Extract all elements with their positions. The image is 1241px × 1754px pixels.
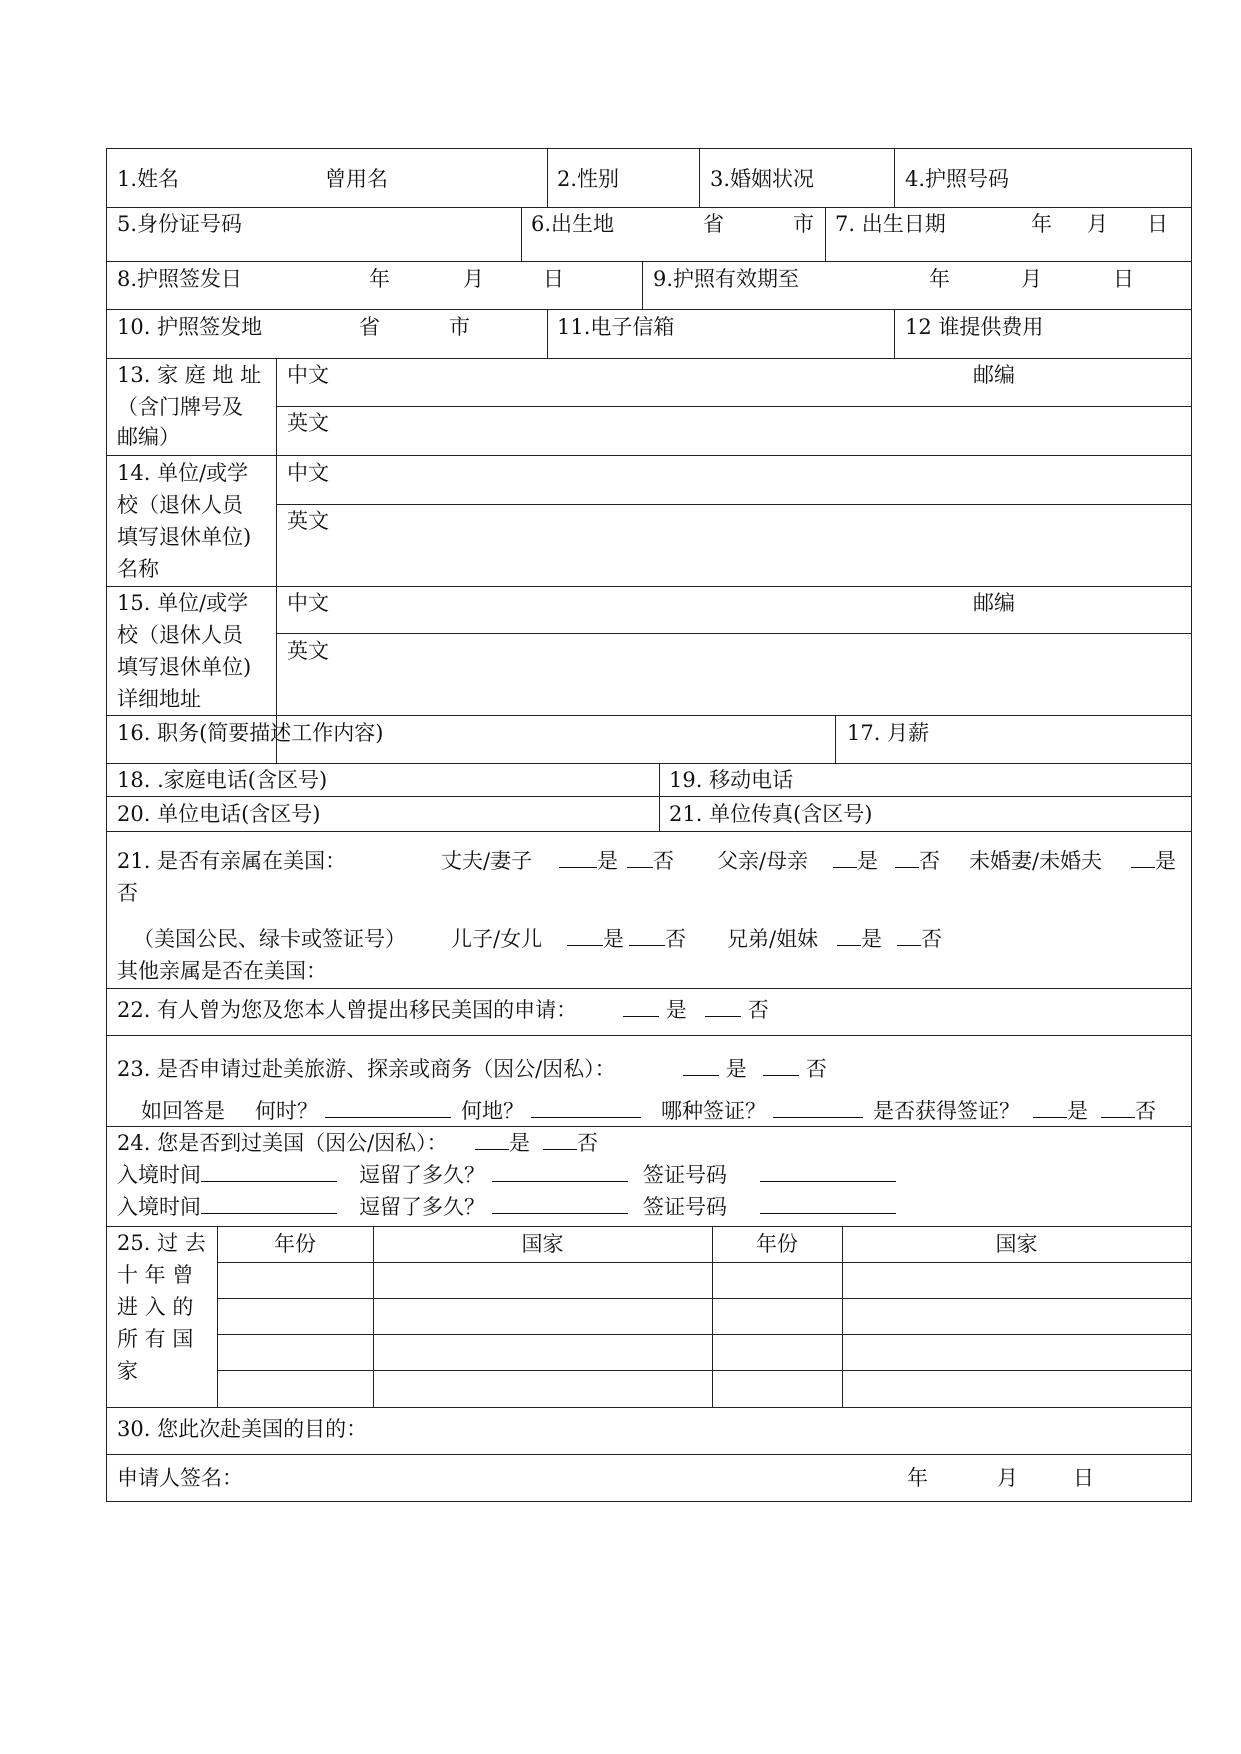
if-yes-label: 如回答是 — [141, 1099, 225, 1123]
visa-number-field-2: 签证号码 — [643, 1195, 896, 1219]
birthplace-province: 省 — [703, 212, 724, 236]
gender-label: 2.性别 — [557, 167, 620, 191]
employer-address-label-1: 15. 单位/或学 — [117, 591, 249, 615]
form-table — [106, 148, 1192, 1502]
signature-label: 申请人签名： — [117, 1466, 243, 1490]
prior-visa-question: 23. 是否申请过赴美旅游、探亲或商务（因公/因私）： — [117, 1057, 616, 1081]
fiance-label: 未婚妻/未婚夫 — [969, 849, 1103, 873]
fiance-no: 否 — [117, 881, 138, 905]
countries-label-4: 所 有 国 — [117, 1327, 194, 1351]
visa-granted-yes: 是 — [1033, 1099, 1088, 1123]
child-yes: 是 — [567, 927, 624, 951]
valid-month: 月 — [1021, 267, 1042, 291]
countries-label-3: 进 入 的 — [117, 1295, 194, 1319]
valid-year: 年 — [929, 267, 950, 291]
birthplace-city: 市 — [793, 212, 814, 236]
issue-date-label: 8.护照签发日 — [117, 267, 243, 291]
signature-month: 月 — [997, 1466, 1018, 1490]
countries-label-2: 十 年 曾 — [117, 1263, 194, 1287]
visa-granted-no: 否 — [1101, 1099, 1156, 1123]
signature-year: 年 — [907, 1466, 928, 1490]
birth-year: 年 — [1031, 212, 1052, 236]
relatives-note: （美国公民、绿卡或签证号） — [133, 927, 406, 951]
name-label: 1.姓名 — [117, 167, 180, 191]
work-fax-label: 21. 单位传真(含区号) — [669, 802, 873, 826]
when-field: 何时？ — [255, 1099, 451, 1123]
country-column-header: 国家 — [521, 1232, 564, 1256]
been-to-us-question: 24. 您是否到过美国（因公/因私）： — [117, 1131, 448, 1155]
home-address-cn: 中文 — [287, 363, 329, 387]
issue-year: 年 — [369, 267, 390, 291]
valid-day: 日 — [1113, 267, 1134, 291]
sibling-yes: 是 — [837, 927, 882, 951]
relatives-question: 21. 是否有亲属在美国： — [117, 849, 347, 873]
spouse-yes: 是 — [559, 849, 618, 873]
employer-address-label-4: 详细地址 — [117, 687, 201, 711]
entry-time-field-1: 入境时间 — [117, 1163, 337, 1187]
birth-month: 月 — [1087, 212, 1108, 236]
prior-visa-no: 否 — [763, 1057, 827, 1081]
employer-name-en: 英文 — [287, 509, 329, 533]
other-relatives-label: 其他亲属是否在美国： — [117, 959, 327, 983]
signature-day: 日 — [1073, 1466, 1094, 1490]
marital-status-label: 3.婚姻状况 — [710, 167, 815, 191]
visa-type-field: 哪种签证？ — [661, 1099, 863, 1123]
issue-city: 市 — [449, 315, 470, 339]
home-address-en: 英文 — [287, 411, 329, 435]
email-label: 11.电子信箱 — [557, 315, 675, 339]
work-phone-label: 20. 单位电话(含区号) — [117, 802, 321, 826]
former-name-label: 曾用名 — [325, 167, 388, 191]
spouse-label: 丈夫/妻子 — [441, 849, 533, 873]
issue-day: 日 — [543, 267, 564, 291]
countries-label-5: 家 — [117, 1359, 138, 1383]
home-address-label-1: 13. 家 庭 地 址 — [117, 363, 262, 387]
child-label: 儿子/女儿 — [451, 927, 543, 951]
employer-name-cn: 中文 — [287, 461, 329, 485]
employer-address-en: 英文 — [287, 639, 329, 663]
sibling-no: 否 — [897, 927, 942, 951]
salary-label: 17. 月薪 — [847, 721, 930, 745]
parent-label: 父亲/母亲 — [717, 849, 809, 873]
been-to-us-yes: 是 — [475, 1131, 530, 1155]
entry-time-field-2: 入境时间 — [117, 1195, 337, 1219]
stay-field-2: 逗留了多久？ — [359, 1195, 628, 1219]
immigration-no: 否 — [705, 998, 769, 1022]
employer-postcode: 邮编 — [973, 591, 1015, 615]
fiance-yes: 是 — [1131, 849, 1176, 873]
parent-no: 否 — [895, 849, 940, 873]
immigration-question: 22. 有人曾为您及您本人曾提出移民美国的申请： — [117, 998, 578, 1022]
valid-until-label: 9.护照有效期至 — [653, 267, 800, 291]
stay-field-1: 逗留了多久？ — [359, 1163, 628, 1187]
mobile-label: 19. 移动电话 — [669, 768, 794, 792]
issue-month: 月 — [463, 267, 484, 291]
sibling-label: 兄弟/姐妹 — [727, 927, 819, 951]
prior-visa-yes: 是 — [683, 1057, 747, 1081]
employer-name-label-1: 14. 单位/或学 — [117, 461, 249, 485]
employer-address-cn: 中文 — [287, 591, 329, 615]
child-no: 否 — [629, 927, 686, 951]
payer-label: 12 谁提供费用 — [905, 315, 1044, 339]
visa-number-field-1: 签证号码 — [643, 1163, 896, 1187]
countries-label-1: 25. 过 去 — [117, 1231, 206, 1255]
employer-name-label-2: 校（退休人员 — [117, 493, 243, 517]
duty-label: 16. 职务(简要描述工作内容) — [117, 721, 384, 745]
employer-name-label-4: 名称 — [117, 557, 159, 581]
parent-yes: 是 — [833, 849, 878, 873]
year-column-header: 年份 — [274, 1232, 316, 1256]
birthplace-label: 6.出生地 — [531, 212, 615, 236]
issue-place-label: 10. 护照签发地 — [117, 315, 263, 339]
home-postcode: 邮编 — [973, 363, 1015, 387]
home-address-label-2: （含门牌号及 — [117, 395, 243, 419]
birth-date-label: 7. 出生日期 — [835, 212, 946, 236]
immigration-yes: 是 — [623, 998, 687, 1022]
year-column-header-2: 年份 — [756, 1232, 798, 1256]
employer-name-label-3: 填写退休单位) — [117, 525, 252, 549]
spouse-no: 否 — [627, 849, 674, 873]
home-address-label-3: 邮编） — [117, 425, 180, 449]
been-to-us-no: 否 — [543, 1131, 598, 1155]
employer-address-label-3: 填写退休单位) — [117, 655, 252, 679]
visa-granted-question: 是否获得签证？ — [873, 1099, 1020, 1123]
id-number-label: 5.身份证号码 — [117, 212, 243, 236]
trip-purpose-label: 30. 您此次赴美国的目的： — [117, 1417, 368, 1441]
passport-number-label: 4.护照号码 — [905, 167, 1010, 191]
issue-province: 省 — [359, 315, 380, 339]
birth-day: 日 — [1147, 212, 1168, 236]
where-field: 何地？ — [461, 1099, 641, 1123]
country-column-header-2: 国家 — [995, 1232, 1038, 1256]
employer-address-label-2: 校（退休人员 — [117, 623, 243, 647]
home-phone-label: 18. .家庭电话(含区号) — [117, 768, 328, 792]
